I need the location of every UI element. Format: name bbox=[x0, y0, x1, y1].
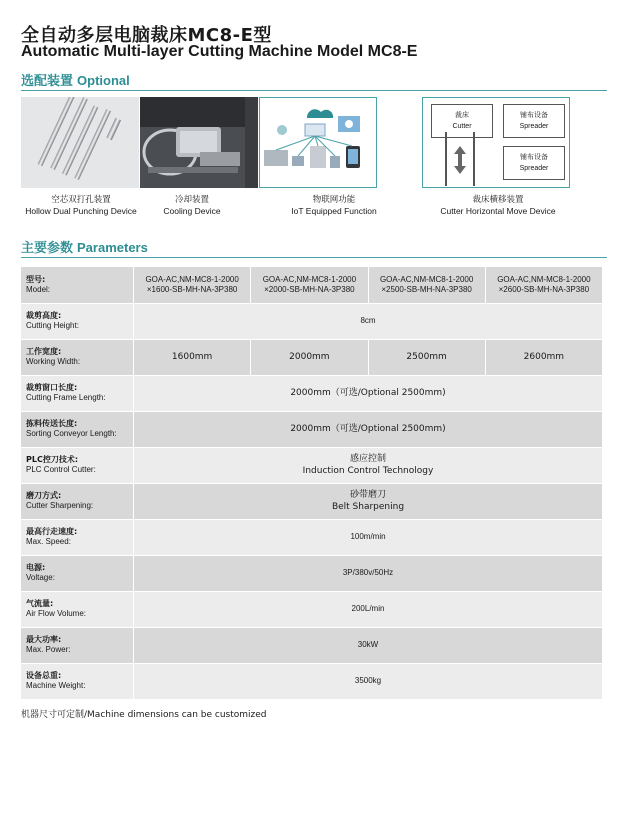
table-row bbox=[21, 303, 603, 339]
spreader-label-cn-2: 铺布设备 bbox=[520, 154, 548, 161]
table-row bbox=[21, 411, 603, 447]
model-line: ×2000-SB-MH-NA-3P380 bbox=[264, 284, 355, 294]
up-down-arrow-icon bbox=[453, 146, 467, 174]
value-cell: 2000mm（可选/Optional 2500mm) bbox=[134, 375, 603, 411]
label-en: Cutter Sharpening: bbox=[26, 501, 94, 510]
label-en: Cutting Frame Length: bbox=[26, 393, 106, 402]
model-cell bbox=[251, 267, 368, 303]
row-label bbox=[21, 483, 134, 519]
model-cell bbox=[485, 267, 602, 303]
option-label-en: Hollow Dual Punching Device bbox=[25, 206, 137, 216]
row-label bbox=[21, 447, 134, 483]
label-cn: 气流量: bbox=[26, 599, 54, 608]
table-row bbox=[21, 627, 603, 663]
label-cn: 拣料传送长度: bbox=[26, 419, 78, 428]
parameters-title-cn: 主要参数 bbox=[21, 241, 74, 256]
model-line: GOA-AC,NM-MC8-1-2000 bbox=[379, 274, 474, 284]
label-cn: 裁剪高度: bbox=[26, 311, 62, 320]
cooling-device-image bbox=[140, 97, 258, 188]
model-cell bbox=[134, 267, 251, 303]
label-en: Machine Weight: bbox=[26, 681, 86, 690]
row-label bbox=[21, 591, 134, 627]
table-row bbox=[21, 663, 603, 699]
optional-title-cn: 选配装置 bbox=[21, 74, 74, 89]
model-cell bbox=[368, 267, 485, 303]
row-label bbox=[21, 555, 134, 591]
row-label bbox=[21, 375, 134, 411]
label-cn: 最高行走速度: bbox=[26, 527, 78, 536]
parameters-divider bbox=[21, 257, 607, 258]
model-line: ×2600-SB-MH-NA-3P380 bbox=[498, 284, 590, 294]
row-label bbox=[21, 663, 134, 699]
model-line: GOA-AC,NM-MC8-1-2000 bbox=[262, 274, 357, 284]
value-cell: 30kW bbox=[134, 627, 603, 663]
label-en: Max. Power: bbox=[26, 645, 71, 654]
model-line: ×2500-SB-MH-NA-3P380 bbox=[381, 284, 472, 294]
parameters-table bbox=[21, 267, 603, 700]
width-cell: 1600mm bbox=[134, 339, 251, 375]
spreader-label-en-2: Spreader bbox=[519, 165, 549, 172]
label-cn: 电源: bbox=[26, 563, 46, 572]
value-cell: 200L/min bbox=[134, 591, 603, 627]
parameters-section-title bbox=[21, 237, 148, 256]
width-cell: 2500mm bbox=[368, 339, 485, 375]
table-row bbox=[21, 447, 603, 483]
rail-right bbox=[473, 132, 475, 186]
label-en: Voltage: bbox=[26, 573, 55, 582]
option-label-cn: 物联网功能 bbox=[312, 195, 356, 205]
option-label-en: IoT Equipped Function bbox=[291, 206, 377, 216]
option-label-cooling bbox=[117, 195, 267, 217]
value-cn: 砂带磨刀 bbox=[349, 490, 386, 500]
model-line: ×1600-SB-MH-NA-3P380 bbox=[146, 284, 238, 294]
cutter-label-cn: 裁床 bbox=[455, 112, 469, 119]
value-cell: 8cm bbox=[134, 303, 603, 339]
option-label-en: Cooling Device bbox=[163, 206, 221, 216]
table-row bbox=[21, 375, 603, 411]
table-row bbox=[21, 519, 603, 555]
row-label bbox=[21, 519, 134, 555]
value-cn: 感应控制 bbox=[349, 454, 386, 464]
model-line: GOA-AC,NM-MC8-1-2000 bbox=[145, 274, 239, 284]
iot-function-diagram bbox=[259, 97, 377, 188]
label-en: Max. Speed: bbox=[26, 537, 71, 546]
row-label bbox=[21, 303, 134, 339]
option-label-iot bbox=[259, 195, 409, 217]
punching-device-image bbox=[21, 97, 139, 188]
footnote: 机器尺寸可定制/Machine dimensions can be customized bbox=[21, 710, 267, 720]
option-label-cn: 空芯双打孔装置 bbox=[51, 195, 111, 205]
table-row bbox=[21, 267, 603, 303]
table-row bbox=[21, 555, 603, 591]
optional-section-title bbox=[21, 70, 130, 89]
label-cn: 磨刀方式: bbox=[26, 491, 62, 500]
option-label-en: Cutter Horizontal Move Device bbox=[440, 206, 556, 216]
table-row bbox=[21, 483, 603, 519]
option-label-horizontal-move bbox=[418, 195, 578, 217]
label-en: Air Flow Volume: bbox=[26, 609, 87, 618]
value-cell: 2000mm（可选/Optional 2500mm) bbox=[134, 411, 603, 447]
model-line: GOA-AC,NM-MC8-1-2000 bbox=[497, 274, 591, 284]
label-cn: 设备总重: bbox=[26, 671, 62, 680]
spreader-box-bottom bbox=[503, 146, 565, 180]
label-cn: PLC控刀技术: bbox=[26, 455, 79, 464]
row-label bbox=[21, 411, 134, 447]
table-row bbox=[21, 339, 603, 375]
label-en: Model: bbox=[26, 284, 51, 294]
spreader-label-en: Spreader bbox=[519, 123, 549, 130]
optional-title-en: Optional bbox=[77, 73, 130, 88]
label-en: Working Width: bbox=[26, 357, 81, 366]
label-cn: 裁剪窗口长度: bbox=[26, 383, 78, 392]
value-cell: 100m/min bbox=[134, 519, 603, 555]
optional-divider bbox=[21, 90, 607, 91]
row-label bbox=[21, 339, 134, 375]
option-label-cn: 裁床横移装置 bbox=[472, 195, 524, 205]
label-en: Sorting Conveyor Length: bbox=[26, 429, 117, 438]
width-cell: 2600mm bbox=[485, 339, 602, 375]
option-label-cn: 冷却装置 bbox=[174, 195, 209, 205]
row-label bbox=[21, 267, 134, 303]
page-title-cn: 全自动多层电脑裁床MC8-E型 bbox=[21, 25, 272, 46]
spreader-box-top bbox=[503, 104, 565, 138]
value-en: Belt Sharpening bbox=[331, 502, 405, 512]
value-cell bbox=[134, 483, 603, 519]
value-en: Induction Control Technology bbox=[302, 466, 434, 476]
label-cn: 型号: bbox=[26, 274, 46, 284]
page-title-en: Automatic Multi-layer Cutting Machine Model MC8-E bbox=[21, 43, 418, 60]
cutter-label-en: Cutter bbox=[452, 123, 472, 130]
label-en: Cutting Height: bbox=[26, 321, 79, 330]
value-cell: 3P/380v/50Hz bbox=[134, 555, 603, 591]
row-label bbox=[21, 627, 134, 663]
label-cn: 工作宽度: bbox=[26, 347, 62, 356]
value-cell: 3500kg bbox=[134, 663, 603, 699]
cutter-box bbox=[431, 104, 493, 138]
horizontal-move-diagram bbox=[422, 97, 570, 188]
parameters-title-en: Parameters bbox=[77, 240, 148, 255]
label-cn: 最大功率: bbox=[26, 635, 62, 644]
table-row bbox=[21, 591, 603, 627]
width-cell: 2000mm bbox=[251, 339, 368, 375]
rail-left bbox=[445, 132, 447, 186]
spreader-label-cn: 铺布设备 bbox=[520, 112, 548, 119]
value-cell bbox=[134, 447, 603, 483]
label-en: PLC Control Cutter: bbox=[26, 465, 96, 474]
